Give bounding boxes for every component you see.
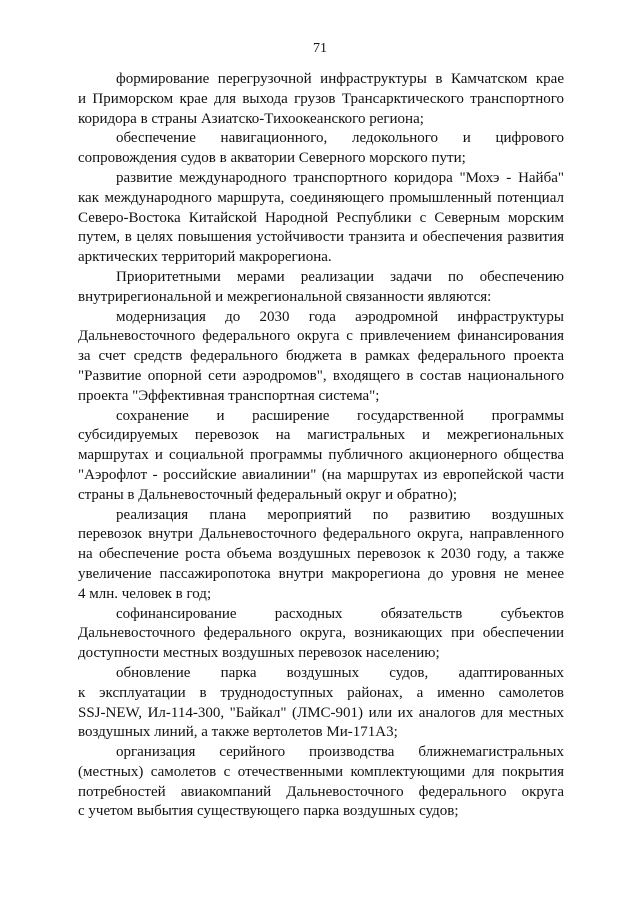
text-line: как международного маршрута, соединяющего промышленный потенциал [78, 189, 564, 206]
paragraph [78, 268, 564, 308]
text-line: коридора в страны Азиатско-Тихоокеанского региона; [78, 110, 424, 127]
paragraph [78, 506, 564, 605]
text-line: Приоритетными мерами реализации задачи по обеспечению [116, 268, 564, 285]
paragraph [78, 308, 564, 407]
paragraph [78, 129, 564, 169]
text-line: проекта "Эффективная транспортная система"; [78, 387, 380, 404]
text-line: за счет средств федерального бюджета в рамках федерального проекта [78, 348, 564, 365]
text-line: Дальневосточного федерального округа с привлечением финансирования [78, 328, 564, 345]
text-line: страны в Дальневосточный федеральный округ и обратно); [78, 486, 458, 503]
text-line: путем, в целях повышения устойчивости транзита и обеспечения развития [78, 229, 564, 246]
paragraph [78, 169, 564, 268]
text-line: внутрирегиональной и межрегиональной связанности являются: [78, 288, 492, 305]
text-line: модернизация до 2030 года аэродромной инфраструктуры [116, 308, 564, 325]
text-line: 4 млн. человек в год; [78, 585, 212, 602]
text-line: с учетом выбытия существующего парка воздушных судов; [78, 803, 459, 820]
text-line: формирование перегрузочной инфраструктуры в Камчатском крае [116, 71, 564, 87]
text-line: SSJ-NEW, Ил-114-300, "Байкал" (ЛМС-901) или их аналогов для местных [78, 704, 564, 721]
text-line: сопровождения судов в акватории Северного морского пути; [78, 150, 466, 167]
paragraph [78, 664, 564, 743]
text-line: арктических территорий макрорегиона. [78, 249, 332, 266]
page-number: 71 [313, 41, 327, 56]
text-line: (местных) самолетов с отечественными комплектующими для покрытия [78, 763, 564, 780]
text-line: реализация плана мероприятий по развитию воздушных [116, 506, 564, 523]
text-line: перевозок внутри Дальневосточного федерального округа, направленного [78, 526, 564, 543]
text-line: Северо-Востока Китайской Народной Республики с Северным морским [78, 209, 564, 226]
text-line: доступности местных воздушных перевозок населению; [78, 645, 440, 662]
text-line: на обеспечение роста объема воздушных перевозок к 2030 году, а также [78, 546, 564, 563]
paragraph [78, 407, 564, 506]
text-line: развитие международного транспортного коридора "Мохэ - Найба" [116, 169, 564, 186]
document-body [78, 70, 564, 822]
text-line: увеличение пассажиропотока внутри макрорегиона до уровня не менее [78, 565, 564, 582]
paragraph [78, 70, 564, 129]
text-line: "Аэрофлот - российские авиалинии" (на маршрутах из европейской части [78, 466, 564, 483]
text-line: маршрутах и социальной программы публичного акционерного общества [78, 447, 564, 464]
text-line: воздушных линий, а также вертолетов Ми-171А3; [78, 724, 398, 741]
text-line: обеспечение навигационного, ледокольного и цифрового [116, 130, 564, 147]
text-line: "Развитие опорной сети аэродромов", входящего в состав национального [78, 367, 564, 384]
text-line: субсидируемых перевозок на магистральных и межрегиональных [78, 427, 564, 444]
text-line: организация серийного производства ближнемагистральных [116, 744, 564, 761]
text-line: к эксплуатации в труднодоступных районах, а именно самолетов [78, 684, 564, 701]
text-line: софинансирование расходных обязательств субъектов [116, 605, 564, 622]
paragraph [78, 605, 564, 664]
text-line: обновление парка воздушных судов, адаптированных [116, 664, 564, 681]
text-line: Дальневосточного федерального округа, возникающих при обеспечении [78, 625, 564, 642]
text-line: и Приморском крае для выхода грузов Трансарктического транспортного [78, 90, 564, 107]
text-line: сохранение и расширение государственной программы [116, 407, 564, 424]
paragraph [78, 743, 564, 822]
text-line: потребностей авиакомпаний Дальневосточного федерального округа [78, 783, 564, 800]
